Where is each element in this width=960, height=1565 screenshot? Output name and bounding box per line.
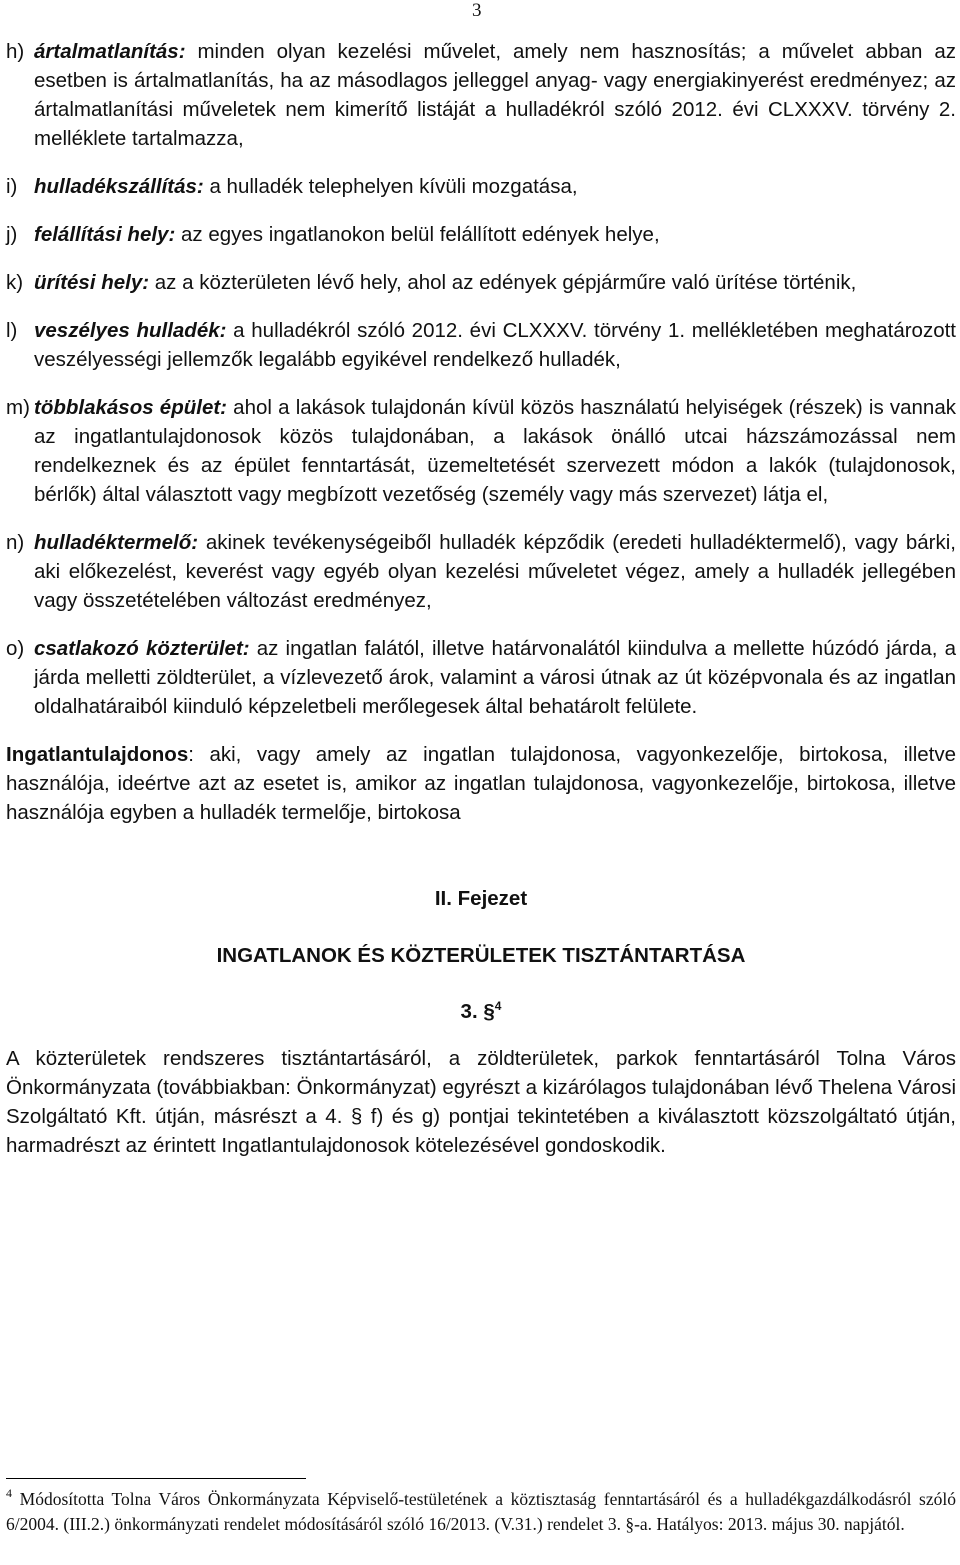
definition-text: akinek tevékenységeiből hulladék képződik (eredeti hulladéktermelő), vagy bárki, aki előkezelést, keverést vagy egyéb olyan kezelési műveletet végez, amely a hulladék jellegében vagy összetételében változást eredményez, [34,531,956,612]
chapter-title: INGATLANOK ÉS KÖZTERÜLETEK TISZTÁNTARTÁSA [216,944,746,967]
definition-term: ürítési hely: [34,271,150,294]
definition-label: j) [6,223,18,246]
definition-text: az ingatlan falától, illetve határvonalától kiindulva a mellette húzódó járda, a járda melletti zöldterület, a vízlevezető árok, valamint a városi útnak az út középvonala és az ingatlan oldalhatáraiból kiinduló képzeletbeli merőlegesek által behatárolt felülete. [34,637,957,718]
definition-text: minden olyan kezelési művelet, amely nem hasznosítás; a művelet abban az esetben is ártalmatlanítás, ha az másodlagos jelleggel anyag- vagy energiakinyerést eredményez; az ártalmatlanítási műveletek nem kimerítő listáját a hulladékról szóló 2012. évi CLXXXV. törvény 2. melléklete tartalmazza, [34,40,956,150]
owner-text: : aki, vagy amely az ingatlan tulajdonosa, vagyonkezelője, birtokosa, illetve használója, ideértve azt az esetet is, amikor az ingatlan tulajdonosa, vagyonkezelője, birtokosa, illetve használója egyben a hulladék termelője, birtokosa [6,743,956,824]
definition-label: h) [6,40,25,63]
definition-term: felállítási hely: [34,223,176,246]
definition-term: hulladékszállítás: [34,175,204,198]
owner-definition [6,740,956,827]
chapter-number: II. Fejezet [434,887,528,910]
definition-o [6,634,956,721]
definition-term: többlakásos épület: [34,396,227,419]
definition-term: csatlakozó közterület: [34,637,250,660]
footnote-reference[interactable]: 4 [494,999,502,1013]
definition-l [6,316,956,374]
footnote-text: Módosította Tolna Város Önkormányzata Képviselő-testületének a köztisztaság fenntartásáról és a hulladékgazdálkodásról szóló 6/2004. (III.2.) önkormányzati rendelet módosításáról szóló 16/2013. (V.31.) rendelet 3. §-a. Hatályos: 2013. május 30. napjától. [6,1489,956,1534]
definition-j [6,220,956,249]
document-body [6,37,956,1179]
section-paragraph: A közterületek rendszeres tisztántartásáról, a zöldterületek, parkok fenntartásáról Tolna Város Önkormányzata (továbbiakban: Önkormányzat) egyrészt a kizárólagos tulajdonában lévő Thelena Városi Szolgáltató Kft. útján, másrészt a 4. § f) és g) pontjai tekintetében a kiválasztott közszolgáltató útján, harmadrészt az érintett Ingatlantulajdonosok kötelezésével gondoskodik. [6,1047,956,1157]
definition-text: az egyes ingatlanokon belül felállított edények helye, [175,223,660,246]
definition-h [6,37,956,153]
section-heading [6,997,956,1026]
owner-term: Ingatlantulajdonos [6,743,189,766]
definition-label: i) [6,175,18,198]
definition-term: ártalmatlanítás: [34,40,186,63]
definition-m [6,393,956,509]
definition-label: o) [6,637,25,660]
section-number: 3. § [460,1000,495,1023]
definition-i [6,172,956,201]
page-number: 3 [472,0,482,21]
definition-label: n) [6,531,25,554]
definition-text: a hulladék telephelyen kívüli mozgatása, [203,175,578,198]
footnote-divider [6,1478,306,1479]
footnote [6,1487,956,1537]
definition-k [6,268,956,297]
definition-text: az a közterületen lévő hely, ahol az edények gépjárműre való ürítése történik, [149,271,857,294]
definition-text: a hulladékról szóló 2012. évi CLXXXV. törvény 1. mellékletében meghatározott veszélyességi jellemzők legalább egyikével rendelkező hulladék, [34,319,956,371]
definition-label: m) [6,396,30,419]
definition-label: k) [6,271,24,294]
definition-n [6,528,956,615]
definition-text: ahol a lakások tulajdonán kívül közös használatú helyiségek (részek) is vannak az ingatlantulajdonosok közös tulajdonában, a lakások önálló utcai házszámozással nem rendelkeznek és az épület fenntartását, üzemeltetését szervezett módon a lakók (tulajdonosok, bérlők) által választott vagy megbízott vezetőség (személy vagy más szervezet) látja el, [34,396,956,506]
definition-term: veszélyes hulladék: [34,319,227,342]
footnote-number: 4 [6,1486,12,1500]
definition-label: l) [6,319,18,342]
definition-term: hulladéktermelő: [34,531,199,554]
